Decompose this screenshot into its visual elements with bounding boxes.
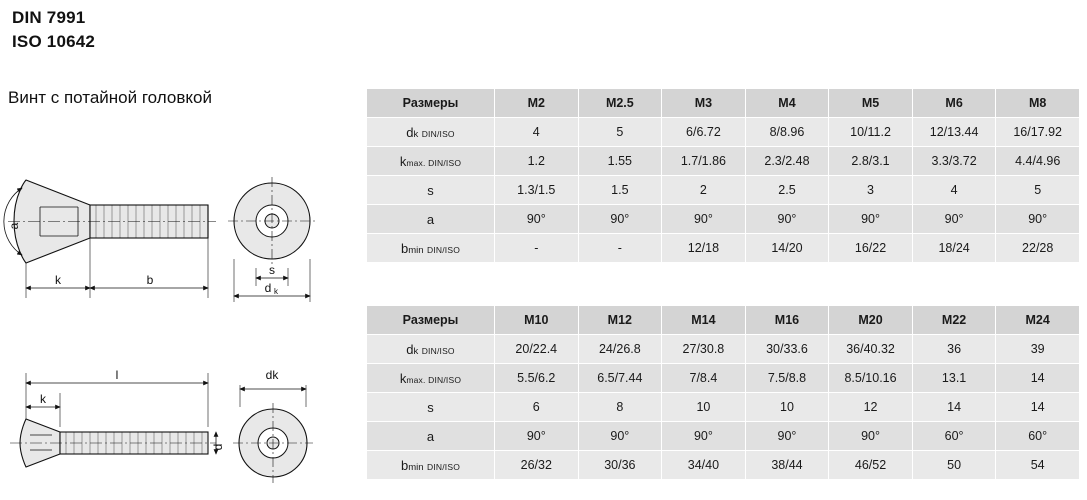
table2-r1-c1: 5.5/6.2 (495, 364, 579, 393)
table2-r2-c5: 12 (829, 393, 913, 422)
table1-r4-c3: 12/18 (662, 234, 746, 263)
table1-r1-c4: 2.3/2.48 (745, 147, 829, 176)
table1-r0-c4: 8/8.96 (745, 118, 829, 147)
table1-r0-c7: 16/17.92 (996, 118, 1080, 147)
table1-r1-c7: 4.4/4.96 (996, 147, 1080, 176)
row-label-main: s (427, 399, 434, 415)
table2-r1-c6: 13.1 (912, 364, 996, 393)
table1-row1-label (367, 147, 495, 176)
standard-iso: ISO 10642 (12, 32, 96, 51)
table1-row3-label (367, 205, 495, 234)
table2-r4-c6: 50 (912, 451, 996, 480)
table2-r3-c7: 60° (996, 422, 1080, 451)
table2-header-cell-0: Размеры (367, 306, 495, 335)
table2-r0-c1: 20/22.4 (495, 335, 579, 364)
table2-r0-c4: 30/33.6 (745, 335, 829, 364)
table1-r4-c7: 22/28 (996, 234, 1080, 263)
table1-r4-c4: 14/20 (745, 234, 829, 263)
table2-r4-c2: 30/36 (578, 451, 662, 480)
dimensions-table-large-sizes (366, 305, 1080, 480)
dim-label-a-top: a (7, 222, 21, 230)
table2-header-cell-3: M14 (662, 306, 746, 335)
table1-r2-c6: 4 (912, 176, 996, 205)
table2-r1-c5: 8.5/10.16 (829, 364, 913, 393)
dim-label-k-top: k (55, 273, 61, 287)
table2-r2-c6: 14 (912, 393, 996, 422)
table1-r1-c1: 1.2 (495, 147, 579, 176)
table1-r2-c4: 2.5 (745, 176, 829, 205)
table2-r2-c3: 10 (662, 393, 746, 422)
table2-header-cell-1: M10 (495, 306, 579, 335)
row-label-main: k (399, 153, 407, 169)
table1-r3-c3: 90° (662, 205, 746, 234)
row-label-tail: DIN/ISO (421, 128, 455, 139)
table1-r2-c2: 1.5 (578, 176, 662, 205)
table-row (367, 147, 1080, 176)
row-label-sub: k (413, 345, 419, 357)
table2-r3-c6: 60° (912, 422, 996, 451)
table1-header-cell-2: M2.5 (578, 89, 662, 118)
page-subtitle: Винт с потайной головкой (8, 88, 212, 107)
table1-r2-c5: 3 (829, 176, 913, 205)
table2-r2-c4: 10 (745, 393, 829, 422)
table-row (367, 393, 1080, 422)
left-column (0, 0, 360, 500)
row-label-main: d (406, 341, 414, 357)
row-label-tail: DIN/ISO (426, 461, 461, 472)
table2-r3-c2: 90° (578, 422, 662, 451)
table1-r4-c1: - (495, 234, 579, 263)
table2-r1-c3: 7/8.4 (662, 364, 746, 393)
table1-r0-c5: 10/11.2 (829, 118, 913, 147)
table-row (367, 205, 1080, 234)
table2-header-cell-5: M20 (829, 306, 913, 335)
dim-label-b-top: b (146, 273, 154, 287)
dim-label-dk-bottom: dk (265, 368, 279, 382)
table2-r1-c2: 6.5/7.44 (578, 364, 662, 393)
table1-r3-c5: 90° (829, 205, 913, 234)
table2-r0-c3: 27/30.8 (662, 335, 746, 364)
table2-r4-c1: 26/32 (495, 451, 579, 480)
screw-side-view-drawing-bottom (0, 355, 330, 490)
table1-r1-c2: 1.55 (578, 147, 662, 176)
table2-header-cell-4: M16 (745, 306, 829, 335)
table2-row4-label (367, 451, 495, 480)
row-label-tail: DIN/ISO (426, 244, 461, 255)
table1-r0-c3: 6/6.72 (662, 118, 746, 147)
table1-r1-c3: 1.7/1.86 (662, 147, 746, 176)
table-row (367, 234, 1080, 263)
table-row (367, 422, 1080, 451)
table2-r4-c4: 38/44 (745, 451, 829, 480)
table1-row2-label (367, 176, 495, 205)
table1-r2-c7: 5 (996, 176, 1080, 205)
table1-r1-c5: 2.8/3.1 (829, 147, 913, 176)
table2-r0-c6: 36 (912, 335, 996, 364)
table2-row2-label (367, 393, 495, 422)
row-label-sub: min (408, 461, 424, 473)
table1-row4-label (367, 234, 495, 263)
table2-r2-c1: 6 (495, 393, 579, 422)
table2-header-cell-7: M24 (996, 306, 1080, 335)
row-label-main: k (399, 370, 407, 386)
table1-r4-c6: 18/24 (912, 234, 996, 263)
dim-label-l-bottom: l (115, 368, 119, 382)
table-row (367, 451, 1080, 480)
dim-label-d-bottom: d (211, 443, 225, 451)
table1-r3-c7: 90° (996, 205, 1080, 234)
table1-r3-c2: 90° (578, 205, 662, 234)
row-label-main: b (400, 457, 409, 473)
table2-r4-c7: 54 (996, 451, 1080, 480)
dim-label-k-bottom: k (40, 392, 46, 406)
table1-r1-c6: 3.3/3.72 (912, 147, 996, 176)
row-label-sub: max. DIN/ISO (406, 374, 462, 385)
table1-r0-c1: 4 (495, 118, 579, 147)
table1-r4-c2: - (578, 234, 662, 263)
table-row (367, 335, 1080, 364)
table1-header-cell-3: M3 (662, 89, 746, 118)
table2-r4-c5: 46/52 (829, 451, 913, 480)
table1-row0-label (367, 118, 495, 147)
table2-header-cell-6: M22 (912, 306, 996, 335)
dim-label-dk-sub-top: k (274, 287, 278, 296)
table1-r0-c2: 5 (578, 118, 662, 147)
row-label-tail: DIN/ISO (421, 345, 455, 356)
table2-r2-c2: 8 (578, 393, 662, 422)
table2-row3-label (367, 422, 495, 451)
row-label-sub: max. DIN/ISO (406, 157, 462, 168)
table1-r0-c6: 12/13.44 (912, 118, 996, 147)
standard-din: DIN 7991 (12, 8, 86, 27)
table2-r3-c4: 90° (745, 422, 829, 451)
table1-r2-c1: 1.3/1.5 (495, 176, 579, 205)
table2-r0-c7: 39 (996, 335, 1080, 364)
row-label-main: b (400, 240, 409, 256)
dim-label-dk-top: d (264, 281, 272, 295)
table-row (367, 364, 1080, 393)
row-label-main: a (426, 211, 435, 227)
title-block (12, 6, 95, 54)
table1-r4-c5: 16/22 (829, 234, 913, 263)
screw-side-view-drawing-top (0, 160, 330, 310)
row-label-sub: min (408, 244, 424, 256)
table2-row1-label (367, 364, 495, 393)
table1-r3-c6: 90° (912, 205, 996, 234)
table2-r2-c7: 14 (996, 393, 1080, 422)
row-label-main: d (406, 124, 414, 140)
table2-r4-c3: 34/40 (662, 451, 746, 480)
table1-header-cell-7: M8 (996, 89, 1080, 118)
table-row (367, 118, 1080, 147)
table-header-row (367, 306, 1080, 335)
table2-r1-c4: 7.5/8.8 (745, 364, 829, 393)
table1-header-cell-5: M5 (829, 89, 913, 118)
table1-header-cell-4: M4 (745, 89, 829, 118)
row-label-main: s (427, 182, 434, 198)
table1-r3-c1: 90° (495, 205, 579, 234)
table2-r3-c5: 90° (829, 422, 913, 451)
row-label-sub: k (413, 128, 419, 140)
table1-header-cell-6: M6 (912, 89, 996, 118)
table1-r2-c3: 2 (662, 176, 746, 205)
table2-r3-c1: 90° (495, 422, 579, 451)
table1-header-cell-0: Размеры (367, 89, 495, 118)
dimensions-table-small-sizes (366, 88, 1080, 263)
dim-label-s-top: s (269, 263, 275, 277)
table2-header-cell-2: M12 (578, 306, 662, 335)
table2-r3-c3: 90° (662, 422, 746, 451)
table1-header-cell-1: M2 (495, 89, 579, 118)
table2-r0-c5: 36/40.32 (829, 335, 913, 364)
table-header-row (367, 89, 1080, 118)
table1-r3-c4: 90° (745, 205, 829, 234)
table2-r1-c7: 14 (996, 364, 1080, 393)
table2-row0-label (367, 335, 495, 364)
table2-r0-c2: 24/26.8 (578, 335, 662, 364)
row-label-main: a (426, 428, 435, 444)
table-row (367, 176, 1080, 205)
